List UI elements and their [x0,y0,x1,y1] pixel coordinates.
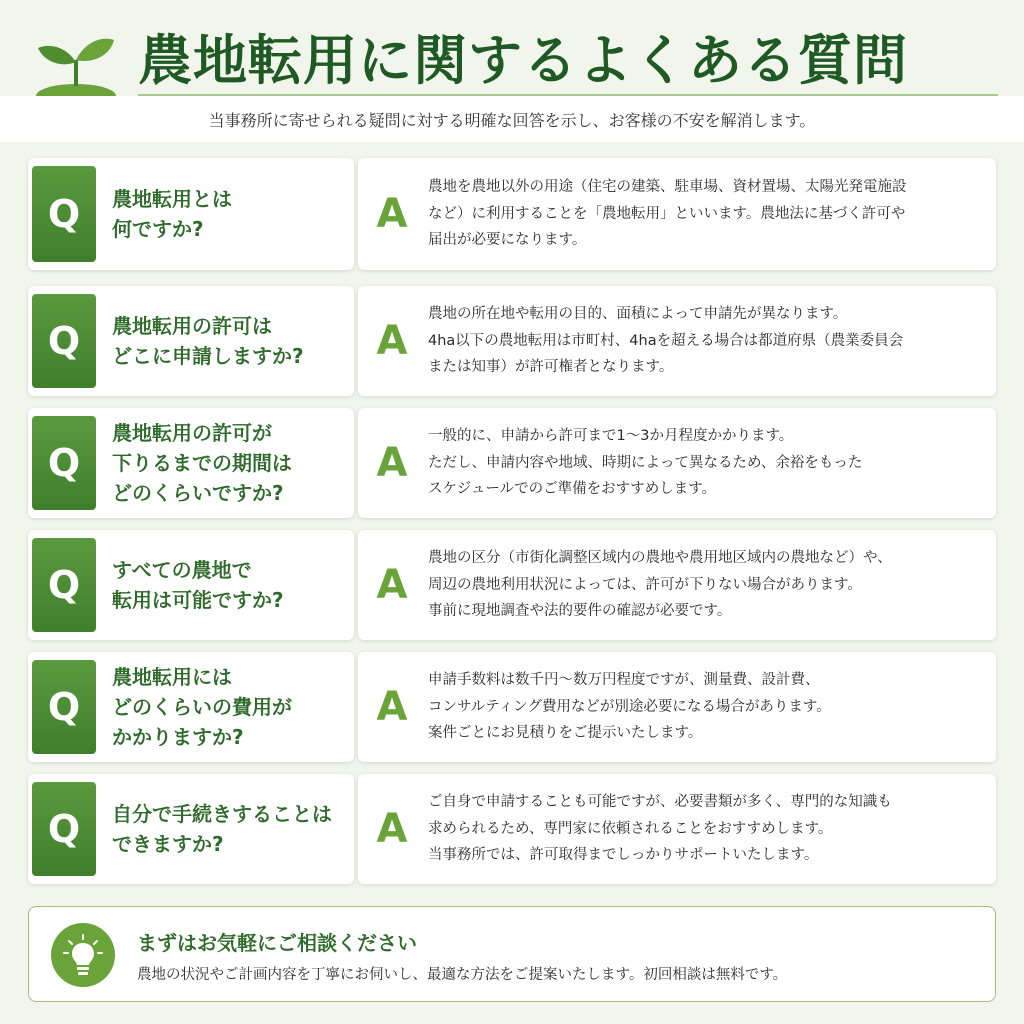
question-badge: Q [32,660,96,754]
faq-item [28,652,996,762]
question-card [28,286,354,396]
consultation-title: まずはお気軽にご相談ください [137,931,417,955]
answer-card [358,652,996,762]
question-badge: Q [32,416,96,510]
answer-text [428,530,982,640]
question-text [112,530,346,640]
question-line: どのくらいの費用が [112,695,292,719]
question-card [28,530,354,640]
answer-card [358,286,996,396]
question-text [112,408,346,518]
question-card [28,774,354,884]
question-line: できますか? [112,832,224,856]
question-badge: Q [32,782,96,876]
answer-line: ただし、申請内容や地域、時期によって異なるため、余裕をもった [428,454,863,471]
answer-line: コンサルティング費用などが別途必要になる場合があります。 [428,698,831,715]
answer-line: または知事）が許可権者となります。 [428,359,674,376]
answer-line: 周辺の農地利用状況によっては、許可が下りない場合があります。 [428,576,862,593]
answer-line: 農地の区分（市街化調整区域内の農地や農用地区域内の農地など）や、 [428,549,892,566]
answer-text [428,286,982,396]
answer-card [358,774,996,884]
answer-line: 求められるため、専門家に依頼されることをおすすめします。 [428,820,833,837]
question-line: どこに申請しますか? [112,344,304,368]
question-badge: Q [32,166,96,262]
answer-badge: A [376,191,408,237]
question-line: どのくらいですか? [112,481,284,505]
page-subtitle: 当事務所に寄せられる疑問に対する明確な回答を示し、お客様の不安を解消します。 [208,111,816,130]
answer-line: 一般的に、申請から許可まで1～3か月程度かかります。 [428,427,794,444]
answer-card [358,158,996,270]
question-card [28,408,354,518]
question-text [112,774,346,884]
answer-line: スケジュールでのご準備をおすすめします。 [428,481,717,498]
faq-item [28,530,996,640]
answer-badge: A [376,440,408,486]
question-card [28,652,354,762]
faq-item [28,286,996,396]
answer-text [428,158,982,270]
question-line: 何ですか? [112,217,204,241]
question-text [112,286,346,396]
answer-line: 農地の所在地や転用の目的、面積によって申請先が異なります。 [428,305,848,322]
question-line: 自分で手続きすることは [112,802,332,826]
question-line: 農地転用とは [112,187,232,211]
answer-line: 当事務所では、許可取得までしっかりサポートいたします。 [428,847,819,864]
sprout-icon [34,30,118,96]
answer-badge: A [376,684,408,730]
question-card [28,158,354,270]
lightbulb-icon [51,923,115,987]
answer-card [358,408,996,518]
question-line: かかりますか? [112,725,244,749]
question-line: 転用は可能ですか? [112,588,284,612]
question-line: すべての農地で [112,558,252,582]
answer-card [358,530,996,640]
question-text [112,158,346,270]
answer-badge: A [376,318,408,364]
answer-line: 申請手数料は数千円～数万円程度ですが、測量費、設計費、 [428,671,820,688]
answer-badge: A [376,562,408,608]
faq-item [28,408,996,518]
answer-line: 4ha以下の農地転用は市町村、4haを超える場合は都道府県（農業委員会 [428,332,904,349]
answer-line: など）に利用することを「農地転用」といいます。農地法に基づく許可や [428,205,906,222]
question-badge: Q [32,538,96,632]
consultation-banner [28,906,996,1002]
answer-line: 農地を農地以外の用途（住宅の建築、駐車場、資材置場、太陽光発電施設 [428,178,907,195]
question-line: 農地転用の許可は [112,314,272,338]
consultation-text: 農地の状況やご計画内容を丁寧にお伺いし、最適な方法をご提案いたします。初回相談は無料です。 [137,967,788,983]
answer-line: 案件ごとにお見積りをご提示いたします。 [428,725,703,742]
page-title: 農地転用に関するよくある質問 [138,29,908,92]
answer-line: ご自身で申請することも可能ですが、必要書類が多く、専門的な知識も [428,793,892,810]
question-badge: Q [32,294,96,388]
faq-item [28,774,996,884]
answer-line: 届出が必要になります。 [428,232,587,249]
question-text [112,652,346,762]
answer-line: 事前に現地調査や法的要件の確認が必要です。 [428,603,732,620]
answer-text [428,774,982,884]
question-line: 下りるまでの期間は [112,451,292,475]
question-line: 農地転用の許可が [112,421,272,445]
faq-item [28,158,996,270]
answer-badge: A [376,806,408,852]
answer-text [428,408,982,518]
question-line: 農地転用には [112,665,232,689]
answer-text [428,652,982,762]
